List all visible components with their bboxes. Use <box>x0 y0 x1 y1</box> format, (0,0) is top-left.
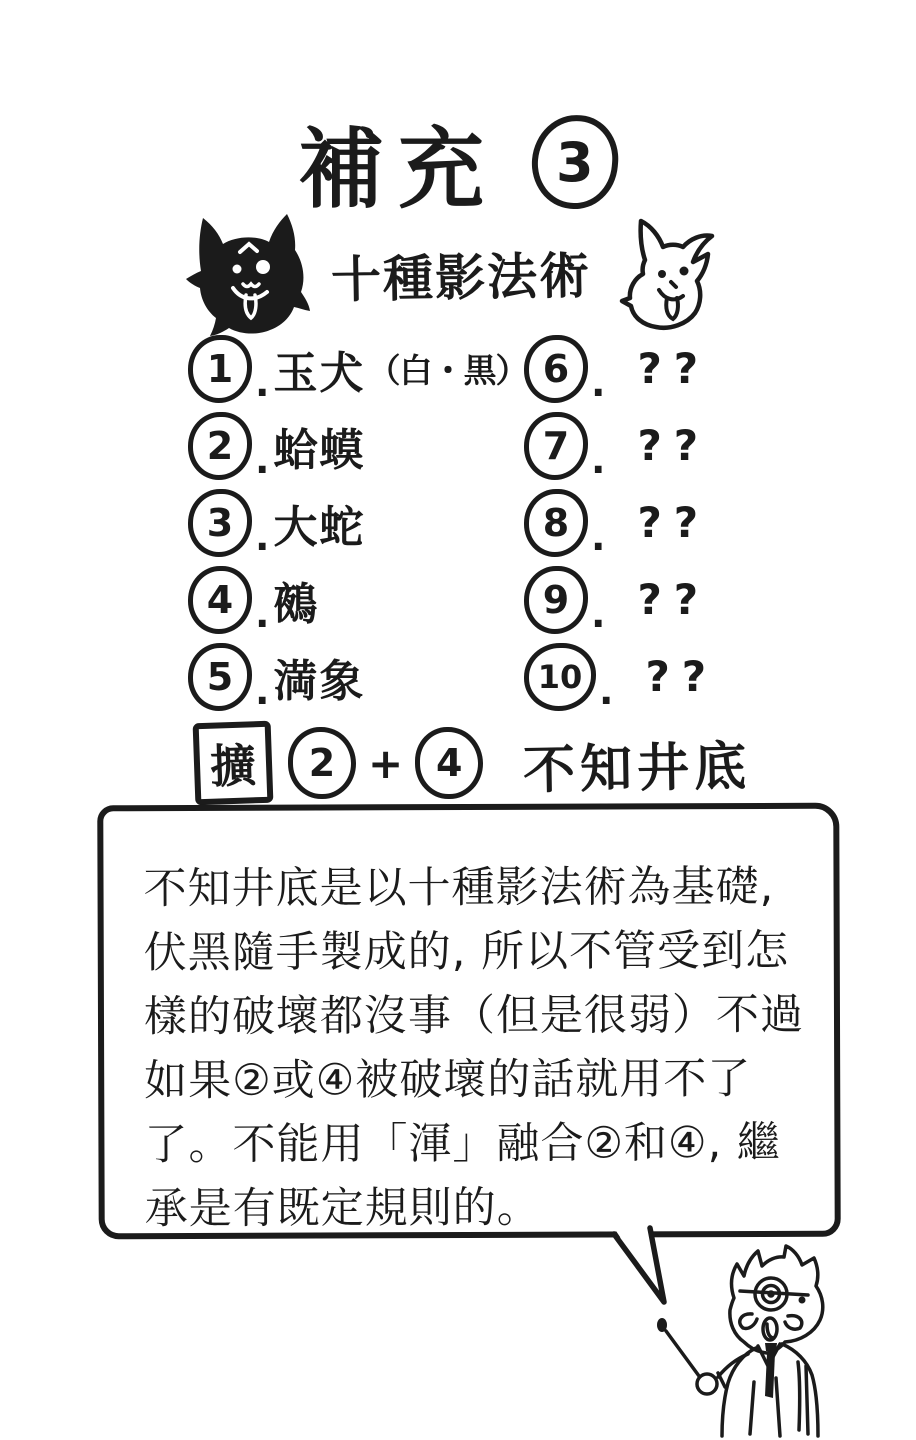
list-item <box>188 407 524 484</box>
item-number: 3 <box>206 500 234 545</box>
circled-number <box>524 643 596 711</box>
item-label: ?? <box>637 575 711 624</box>
item-number: 7 <box>542 423 570 468</box>
item-label: 鵺 <box>273 578 320 630</box>
period: . <box>591 592 606 636</box>
list-item <box>188 484 524 561</box>
period: . <box>591 438 606 482</box>
item-label: ?? <box>637 498 711 547</box>
list-item <box>524 330 854 407</box>
bubble-line: 如果②或④被破壞的話就用不了 <box>144 1054 752 1107</box>
list-item <box>188 638 524 715</box>
period: . <box>255 515 270 559</box>
circled-number <box>524 335 588 403</box>
period: . <box>591 515 606 559</box>
title-number: 3 <box>556 130 594 194</box>
extension-box <box>193 721 274 806</box>
circled-number <box>188 566 252 634</box>
title-text: 補充 <box>298 119 498 222</box>
extension-box-label: 擴 <box>209 738 258 794</box>
item-number: 10 <box>537 657 583 696</box>
page-title <box>0 100 916 224</box>
period: . <box>255 361 270 405</box>
extension-right-number: 4 <box>435 741 463 785</box>
period: . <box>255 592 270 636</box>
item-number: 9 <box>542 577 570 622</box>
circled-number <box>288 727 356 799</box>
item-label: ?? <box>645 652 719 701</box>
bubble-line: 樣的破壞都沒事（但是很弱）不過 <box>143 989 805 1043</box>
item-label: 玉犬 <box>273 347 366 399</box>
technique-header <box>0 212 916 336</box>
item-label: 大蛇 <box>273 501 366 553</box>
circled-number <box>188 489 252 557</box>
circled-number <box>188 643 252 711</box>
item-number: 1 <box>206 346 234 391</box>
extension-left-number: 2 <box>308 741 336 785</box>
extension-result: 不知井底 <box>522 736 752 801</box>
item-label: ?? <box>637 344 711 393</box>
extension-row <box>194 722 751 804</box>
list-item <box>524 638 854 715</box>
item-number: 4 <box>206 577 234 622</box>
technique-title: 十種影法術 <box>330 246 592 310</box>
period: . <box>255 669 270 713</box>
list-item <box>188 330 528 407</box>
speech-bubble-tail <box>596 1224 706 1310</box>
black-dog-icon <box>183 212 315 336</box>
list-item <box>524 484 854 561</box>
item-number: 5 <box>206 654 234 699</box>
period: . <box>599 669 614 713</box>
list-item <box>524 561 854 638</box>
item-label: 蛤蟆 <box>273 424 366 476</box>
circled-number <box>524 566 588 634</box>
period: . <box>591 361 606 405</box>
title-number-circle <box>528 111 622 212</box>
period: . <box>255 438 270 482</box>
speech-bubble <box>97 803 841 1240</box>
circled-number <box>188 412 252 480</box>
circled-number <box>524 412 588 480</box>
item-number: 2 <box>206 423 234 468</box>
white-dog-icon <box>607 214 733 334</box>
item-sub-label: （白・黒） <box>367 351 528 390</box>
bubble-line: 伏黑隨手製成的, 所以不管受到怎 <box>143 925 790 979</box>
circled-number <box>188 335 252 403</box>
list-item <box>188 561 524 638</box>
item-number: 6 <box>542 346 570 391</box>
bubble-line: 承是有既定規則的。 <box>144 1182 541 1235</box>
item-label: ?? <box>637 421 711 470</box>
bubble-line: 了。不能用「渾」融合②和④, 繼 <box>144 1117 781 1171</box>
item-label: 満象 <box>273 655 366 707</box>
list-item <box>524 407 854 484</box>
bubble-line: 不知井底是以十種影法術為基礎, <box>143 861 775 915</box>
circled-number <box>524 489 588 557</box>
circled-number <box>415 727 483 799</box>
item-number: 8 <box>542 500 570 545</box>
shikigami-list <box>188 330 854 715</box>
plus-sign: + <box>368 738 404 788</box>
